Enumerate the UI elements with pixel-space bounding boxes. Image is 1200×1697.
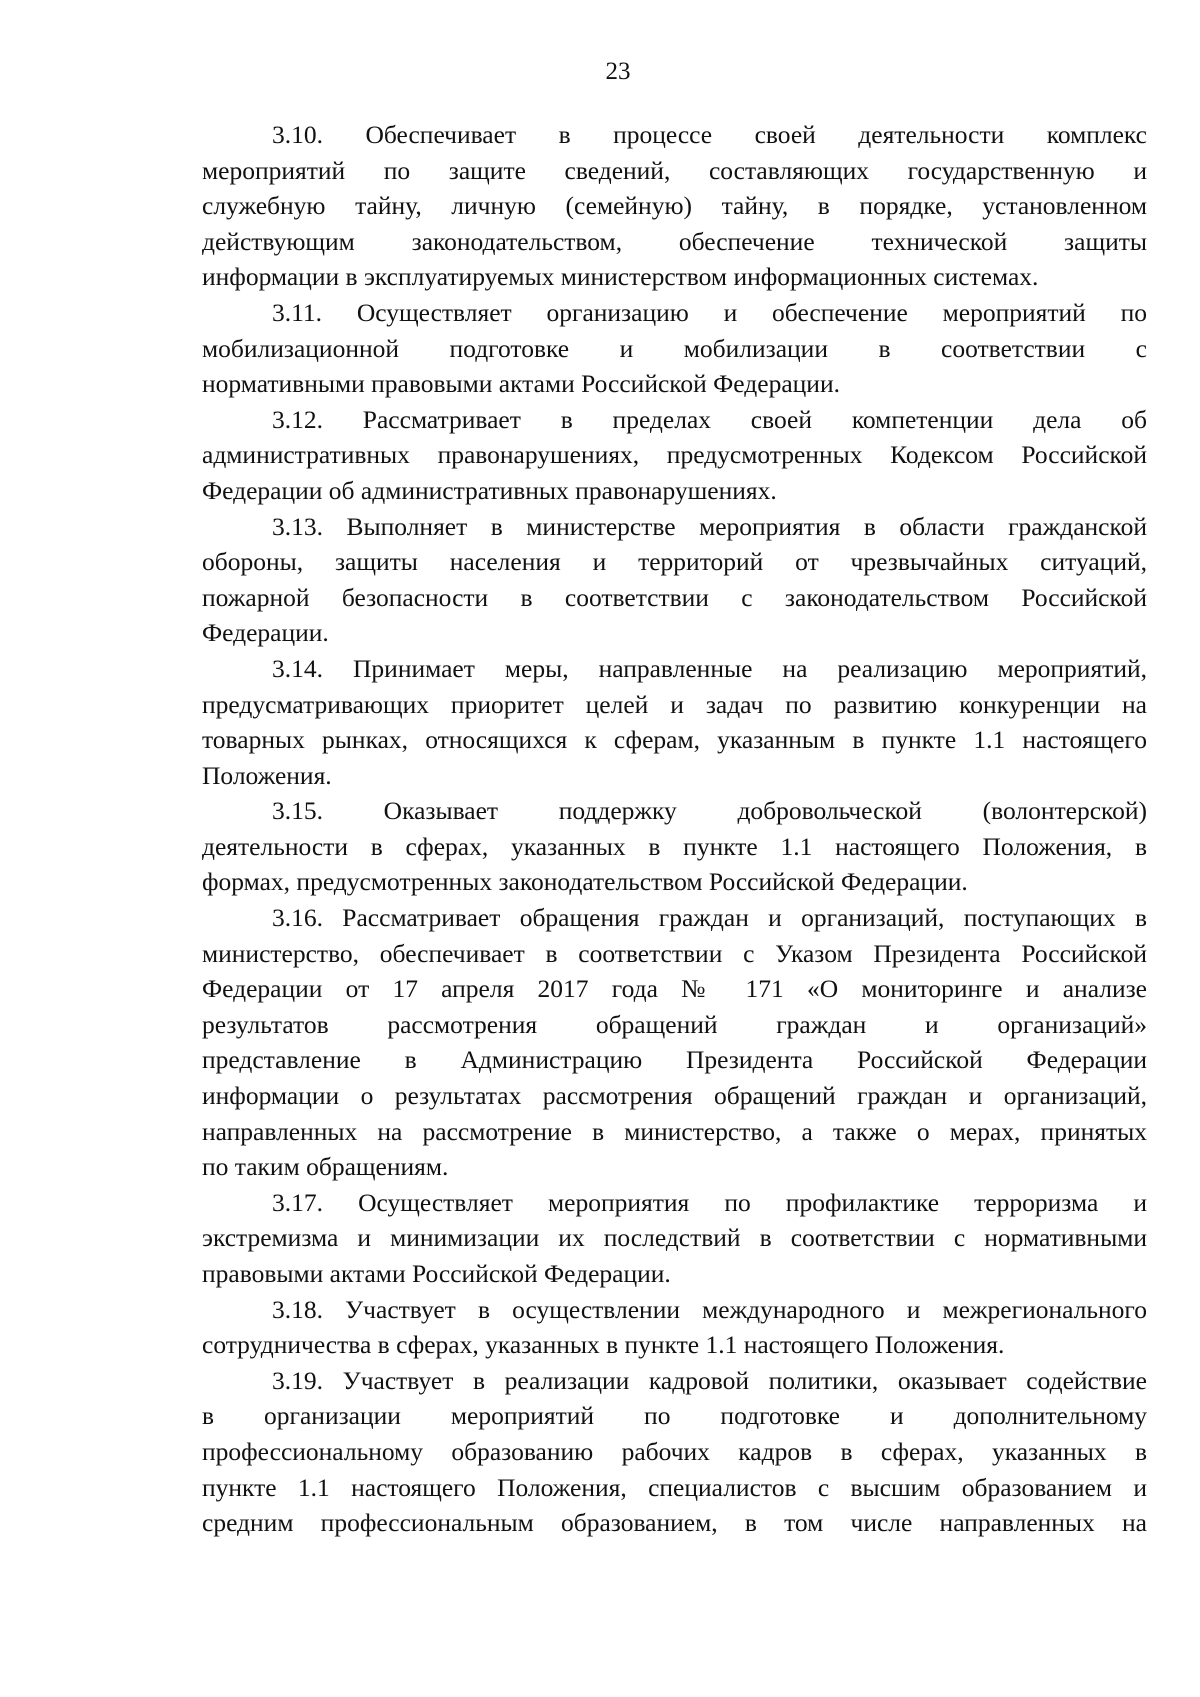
text-line: информации о результатах рассмотрения обращений граждан и организаций, (202, 1081, 1147, 1111)
paragraph-3-16 (202, 900, 1147, 1185)
text-line: информации в эксплуатируемых министерством информационных системах. (202, 262, 1039, 292)
text-line: 3.11. Осуществляет организацию и обеспечение мероприятий по (272, 297, 1147, 327)
text-line: мобилизационной подготовке и мобилизации в соответствии с (202, 333, 1147, 363)
text-line: деятельности в сферах, указанных в пункте 1.1 настоящего Положения, в (202, 831, 1147, 861)
text-line: средним профессиональным образованием, в том числе направленных на (202, 1508, 1147, 1538)
text-line: Федерации. (202, 618, 329, 648)
text-line: 3.15. Оказывает поддержку добровольческой (волонтерской) (272, 796, 1147, 826)
text-line: правовыми актами Российской Федерации. (202, 1259, 671, 1288)
text-line: обороны, защиты населения и территорий от чрезвычайных ситуаций, (202, 547, 1147, 577)
text-line: в организации мероприятий по подготовке и дополнительному (202, 1401, 1147, 1431)
text-line: предусматривающих приоритет целей и задач по развитию конкуренции на (202, 689, 1147, 719)
text-line: 3.12. Рассматривает в пределах своей компетенции дела об (272, 404, 1147, 434)
text-line: действующим законодательством, обеспечение технической защиты (202, 226, 1147, 256)
text-line: сотрудничества в сферах, указанных в пункте 1.1 настоящего Положения. (202, 1330, 1005, 1360)
text-line: пожарной безопасности в соответствии с законодательством Российской (202, 582, 1147, 612)
text-line: служебную тайну, личную (семейную) тайну, в порядке, установленном (202, 191, 1147, 221)
page-number: 23 (605, 58, 631, 85)
text-line: формах, предусмотренных законодательством Российской Федерации. (202, 867, 968, 897)
paragraph-3-15 (202, 793, 1147, 900)
text-line: мероприятий по защите сведений, составляющих государственную и (202, 155, 1147, 185)
text-line: нормативными правовыми актами Российской Федерации. (202, 369, 840, 399)
text-line: административных правонарушениях, предусмотренных Кодексом Российской (202, 440, 1147, 470)
text-line: профессиональному образованию рабочих кадров в сферах, указанных в (202, 1436, 1147, 1466)
text-line: товарных рынках, относящихся к сферам, указанным в пункте 1.1 настоящего (202, 725, 1147, 755)
text-line: Федерации об административных правонарушениях. (202, 475, 777, 505)
text-line: 3.13. Выполняет в министерстве мероприятия в области гражданской (272, 511, 1147, 541)
document-body (202, 117, 1147, 1541)
text-line: 3.16. Рассматривает обращения граждан и организаций, поступающих в (272, 903, 1147, 933)
paragraph-3-13 (202, 509, 1147, 651)
text-line: направленных на рассмотрение в министерство, а также о мерах, принятых (202, 1116, 1147, 1146)
text-line: министерство, обеспечивает в соответствии с Указом Президента Российской (202, 938, 1147, 968)
text-line: по таким обращениям. (202, 1152, 449, 1182)
text-line: 3.19. Участвует в реализации кадровой политики, оказывает содействие (272, 1365, 1147, 1395)
paragraph-3-18 (202, 1292, 1147, 1363)
paragraph-3-17 (202, 1185, 1147, 1292)
paragraph-3-19 (202, 1363, 1147, 1541)
text-line: 3.17. Осуществляет мероприятия по профилактике терроризма и (272, 1187, 1147, 1217)
text-line: Положения. (202, 760, 332, 790)
paragraph-3-10 (202, 117, 1147, 295)
text-line: результатов рассмотрения обращений граждан и организаций» (202, 1009, 1147, 1039)
paragraph-3-14 (202, 651, 1147, 793)
text-line: Федерации от 17 апреля 2017 года № 171 «О мониторинге и анализе (202, 974, 1147, 1004)
text-line: пункте 1.1 настоящего Положения, специалистов с высшим образованием и (202, 1472, 1147, 1502)
paragraph-3-11 (202, 295, 1147, 402)
text-line: представление в Администрацию Президента Российской Федерации (202, 1045, 1147, 1075)
text-line: 3.18. Участвует в осуществлении международного и межрегионального (272, 1294, 1147, 1324)
text-line: 3.10. Обеспечивает в процессе своей деятельности комплекс (272, 120, 1147, 149)
text-line: экстремизма и минимизации их последствий в соответствии с нормативными (202, 1223, 1147, 1253)
paragraph-3-12 (202, 402, 1147, 509)
text-line: 3.14. Принимает меры, направленные на реализацию мероприятий, (272, 653, 1147, 683)
